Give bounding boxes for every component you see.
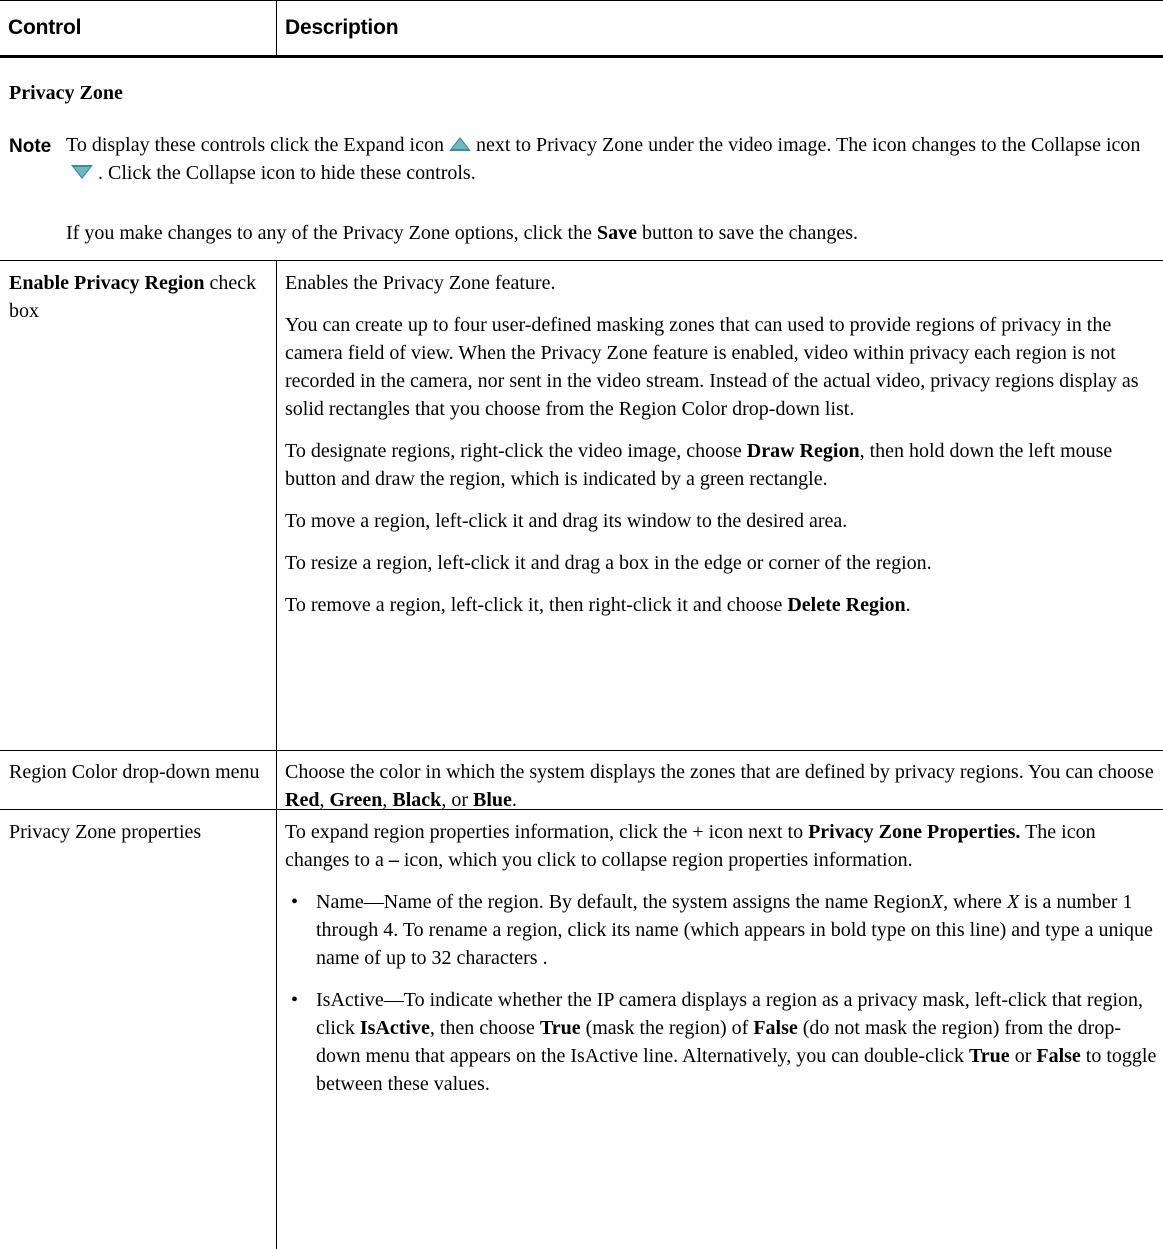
- description-privacy-zone-properties: [285, 818, 1157, 1098]
- list-item: • Name—Name of the region. By default, the system assigns the name RegionX, where X is a number 1 through 4. To rename a region, click its name (which appears in bold type on this line) and type a unique name of up to 32 characters .: [285, 888, 1157, 972]
- column-header-control: Control: [8, 16, 82, 39]
- header-divider: [276, 1, 277, 56]
- property-list: [285, 888, 1157, 1098]
- row-divider: [0, 260, 1163, 261]
- paragraph: To designate regions, right-click the video image, choose Draw Region, then hold down the left mouse button and draw the region, which is indicated by a green rectangle.: [285, 440, 1113, 490]
- column-divider: [276, 260, 277, 1249]
- note-body: [66, 131, 1156, 247]
- paragraph: To resize a region, left-click it and drag a box in the edge or corner of the region.: [285, 552, 932, 574]
- expand-icon: [448, 135, 472, 153]
- paragraph: To remove a region, left-click it, then right-click it and choose Delete Region.: [285, 594, 911, 616]
- column-header-description: Description: [285, 16, 399, 39]
- control-enable-privacy-region: Enable Privacy Region check box: [9, 272, 257, 322]
- control-region-color: Region Color drop-down menu: [9, 761, 260, 783]
- table-header-row: [0, 0, 1163, 58]
- description-enable-privacy-region: [285, 269, 1157, 619]
- paragraph: You can create up to four user-defined masking zones that can used to provide regions of privacy in the camera field of view. When the Privacy Zone feature is enabled, video within privacy each region is not recorded in the camera, nor sent in the video stream. Instead of the actual video, privacy regions display as solid rectangles that you choose from the Region Color drop-down list.: [285, 314, 1139, 420]
- paragraph: To move a region, left-click it and drag its window to the desired area.: [285, 510, 848, 532]
- description-region-color: Choose the color in which the system displays the zones that are defined by privacy regions. You can choose Red, Green, Black, or Blue.: [285, 761, 1154, 811]
- note-paragraph-1: To display these controls click the Expand icon next to Privacy Zone under the video image. The icon changes to the Collapse icon. Click the Collapse icon to hide these controls.: [66, 134, 1141, 184]
- section-title: Privacy Zone: [9, 82, 123, 104]
- paragraph: To expand region properties information, click the + icon next to Privacy Zone Properties. The icon changes to a – icon, which you click to collapse region properties information.: [285, 821, 1096, 871]
- paragraph: Enables the Privacy Zone feature.: [285, 272, 556, 294]
- note-label: Note: [9, 136, 52, 157]
- control-privacy-zone-properties: Privacy Zone properties: [9, 821, 202, 843]
- collapse-icon: [70, 163, 94, 181]
- note-paragraph-2: If you make changes to any of the Privacy Zone options, click the Save button to save the changes.: [66, 222, 859, 244]
- row-divider: [0, 750, 1163, 751]
- list-item: • IsActive—To indicate whether the IP camera displays a region as a privacy mask, left-click that region, click IsActive, then choose True (mask the region) of False (do not mask the region) from the drop-down menu that appears on the IsActive line. Alternatively, you can double-click True or False to toggle between these values.: [285, 986, 1157, 1098]
